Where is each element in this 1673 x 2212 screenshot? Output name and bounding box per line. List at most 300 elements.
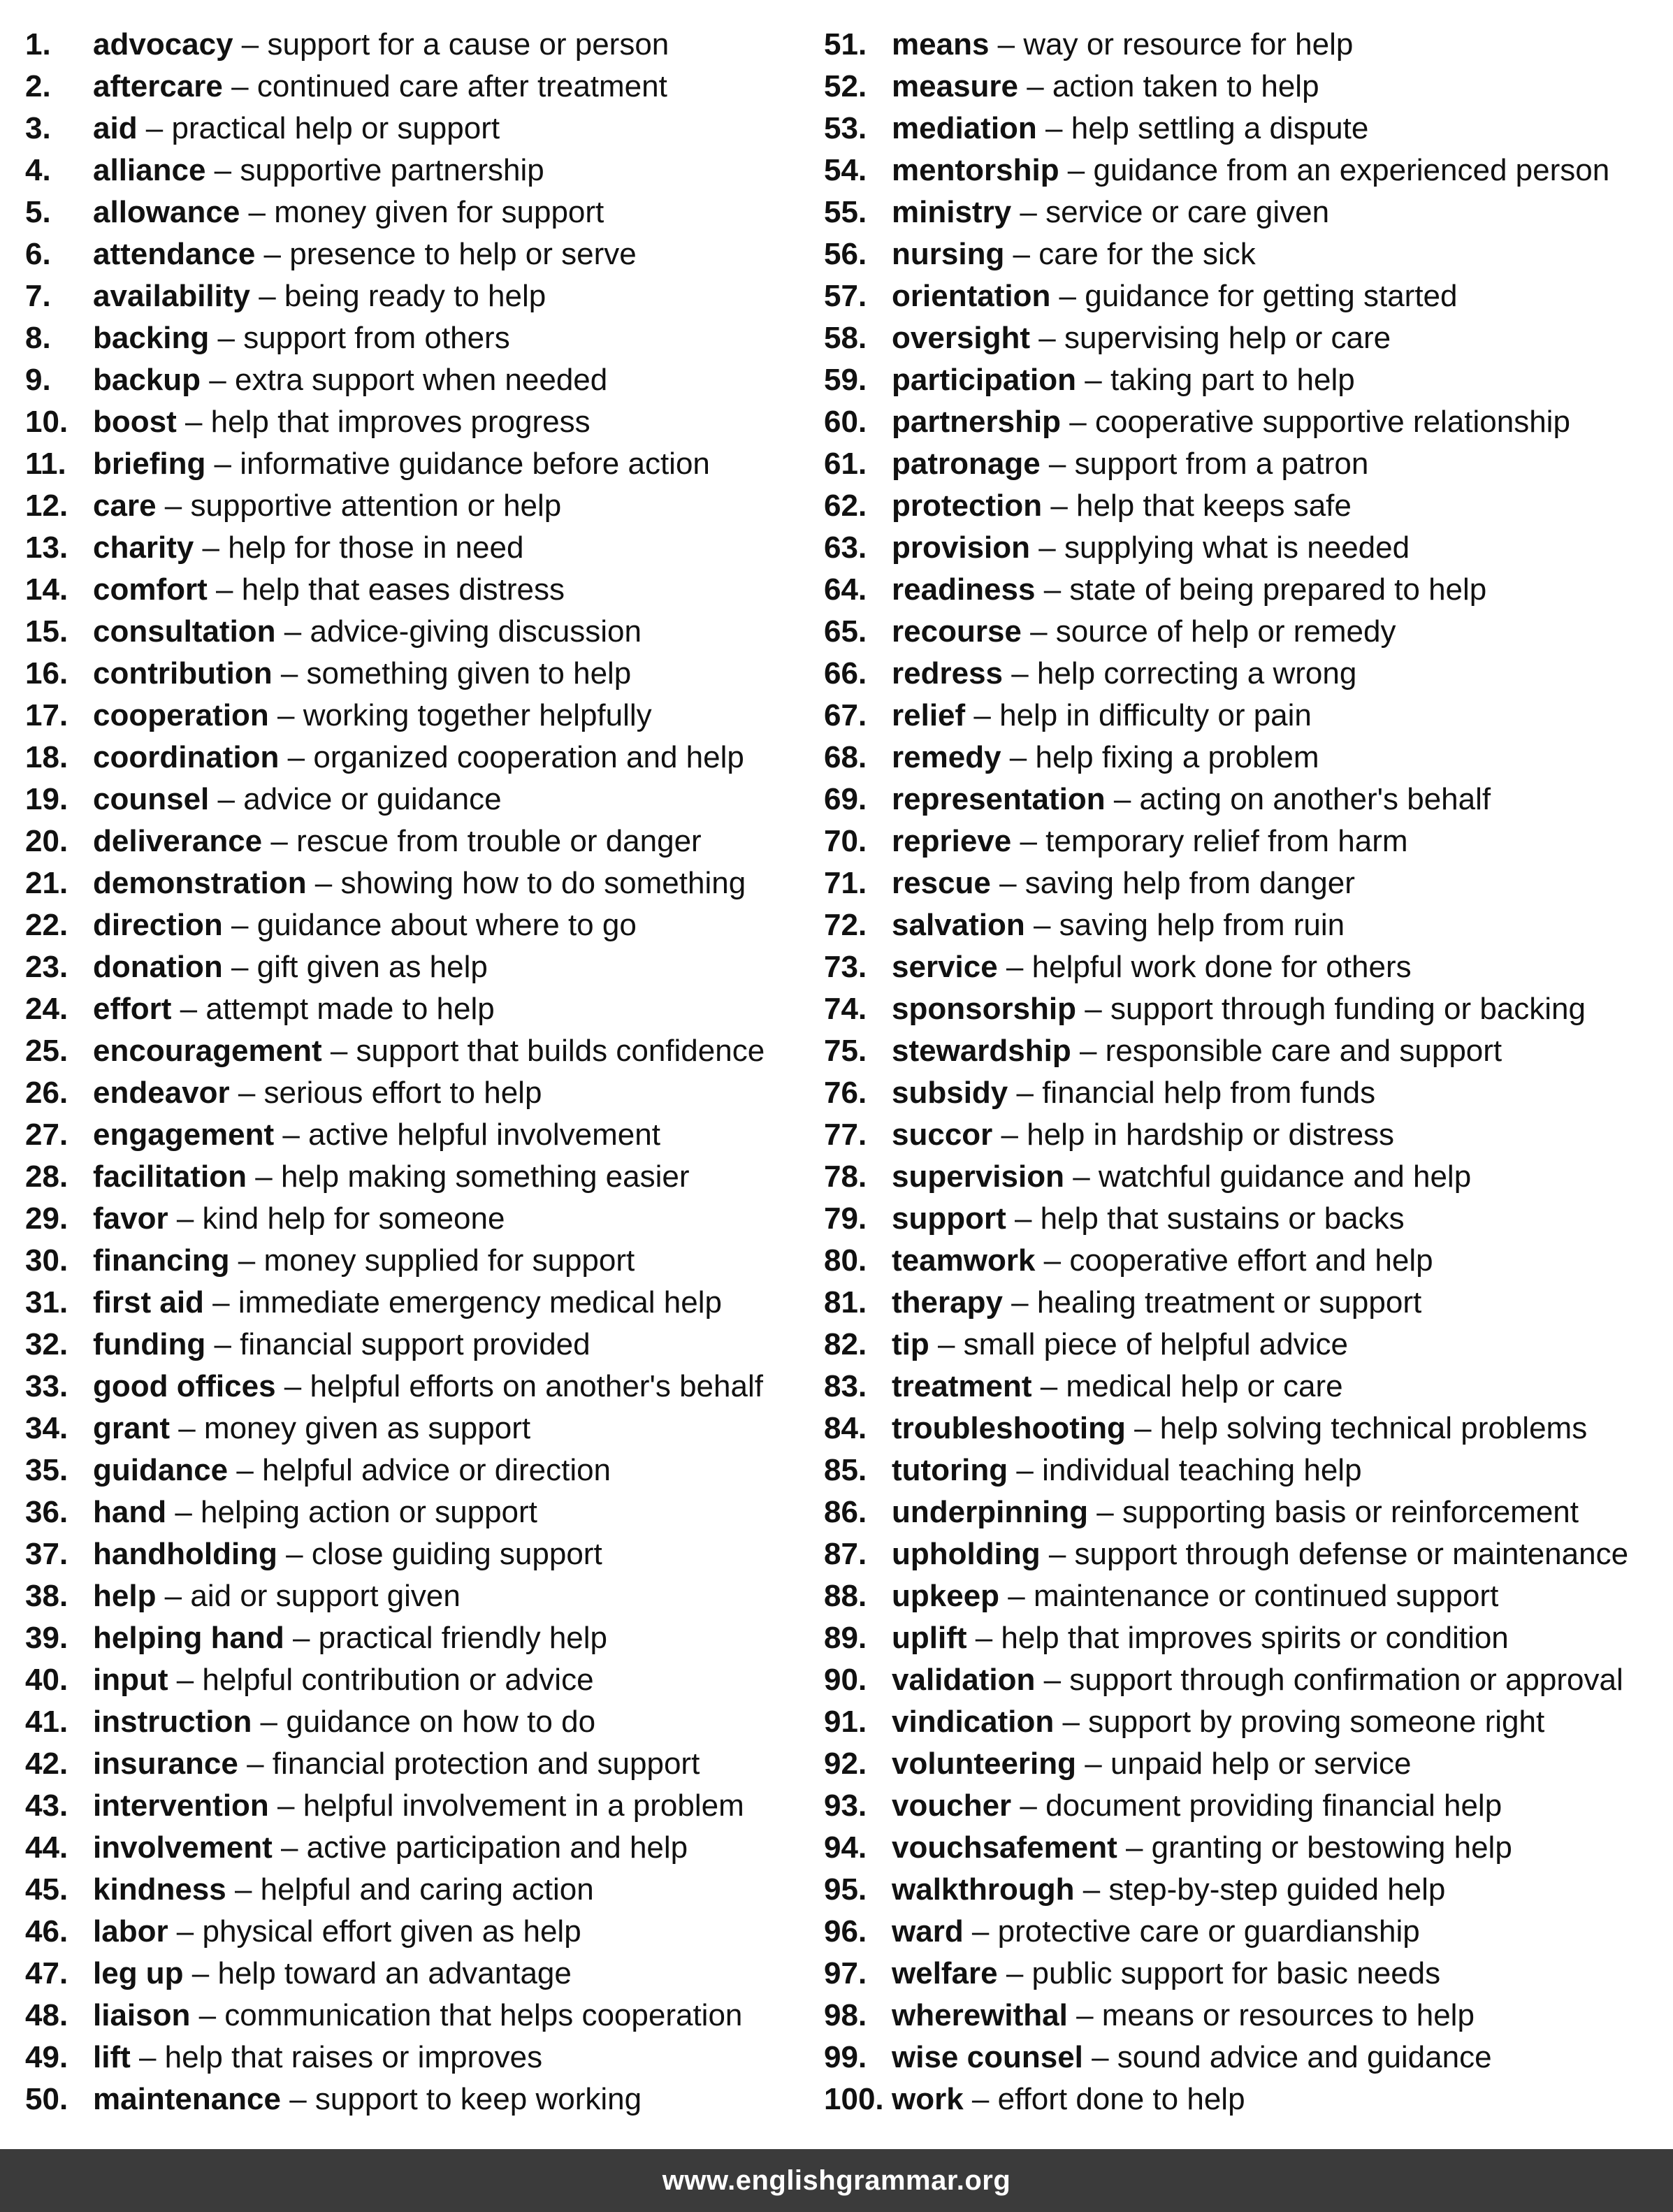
list-item (824, 1575, 1663, 1617)
item-definition: – help correcting a wrong (1003, 656, 1357, 691)
item-number: 41. (25, 1705, 68, 1739)
item-number: 38. (25, 1579, 68, 1613)
list-item (824, 443, 1663, 485)
item-definition: – supplying what is needed (1030, 530, 1410, 565)
item-word: counsel (93, 782, 210, 816)
list-item (25, 1240, 794, 1282)
item-word: input (93, 1663, 168, 1697)
item-definition: – serious effort to help (229, 1076, 542, 1110)
item-definition: – gift given as help (222, 950, 488, 984)
item-word: succor (892, 1118, 993, 1152)
item-word: attendance (93, 237, 256, 271)
item-number: 84. (824, 1411, 867, 1445)
list-item (824, 1072, 1663, 1114)
list-item (25, 569, 794, 611)
item-definition: – support through defense or maintenance (1040, 1537, 1629, 1571)
item-definition: – communication that helps cooperation (190, 1998, 743, 2032)
item-word: supervision (892, 1159, 1064, 1194)
item-number: 17. (25, 698, 68, 732)
item-definition: – support to keep working (280, 2082, 642, 2116)
item-word: backing (93, 321, 210, 355)
item-word: facilitation (93, 1159, 247, 1194)
item-number: 87. (824, 1537, 867, 1571)
item-word: nursing (892, 237, 1005, 271)
item-number: 8. (25, 321, 51, 355)
item-definition: – supervising help or care (1030, 321, 1391, 355)
list-item (25, 946, 794, 988)
item-definition: – guidance about where to go (222, 908, 637, 942)
list-item (25, 1701, 794, 1743)
item-word: kindness (93, 1872, 226, 1907)
item-word: first aid (93, 1285, 204, 1320)
item-definition: – saving help from ruin (1024, 908, 1345, 942)
item-number: 73. (824, 950, 867, 984)
item-definition: – helpful work done for others (997, 950, 1412, 984)
item-word: care (93, 489, 157, 523)
item-definition: – being ready to help (250, 279, 546, 313)
list-item (824, 1156, 1663, 1198)
item-definition: – state of being prepared to help (1035, 572, 1487, 607)
list-item (824, 275, 1663, 317)
item-definition: – public support for basic needs (997, 1956, 1441, 1990)
item-definition: – way or resource for help (989, 27, 1354, 62)
item-word: availability (93, 279, 251, 313)
list-item (25, 695, 794, 737)
item-word: instruction (93, 1705, 252, 1739)
list-item (824, 1324, 1663, 1366)
item-number: 93. (824, 1788, 867, 1823)
item-word: mentorship (892, 153, 1059, 187)
item-word: means (892, 27, 990, 62)
item-word: partnership (892, 405, 1062, 439)
list-item (824, 108, 1663, 150)
item-definition: – support for a cause or person (233, 27, 669, 62)
item-word: maintenance (93, 2082, 281, 2116)
item-definition: – helping action or support (166, 1495, 537, 1529)
item-number: 89. (824, 1621, 867, 1655)
item-definition: – help that raises or improves (130, 2040, 543, 2074)
item-word: salvation (892, 908, 1025, 942)
item-definition: – help that improves progress (176, 405, 591, 439)
list-item (824, 150, 1663, 191)
list-item (25, 24, 794, 66)
item-number: 62. (824, 489, 867, 523)
item-definition: – medical help or care (1031, 1369, 1343, 1403)
list-item (25, 1953, 794, 1995)
item-word: hand (93, 1495, 167, 1529)
list-item (25, 1156, 794, 1198)
item-definition: – active participation and help (272, 1830, 688, 1865)
list-item (824, 862, 1663, 904)
item-definition: – protective care or guardianship (963, 1914, 1420, 1949)
list-item (25, 275, 794, 317)
item-number: 9. (25, 363, 51, 397)
item-number: 28. (25, 1159, 68, 1194)
item-number: 92. (824, 1747, 867, 1781)
item-number: 80. (824, 1243, 867, 1278)
list-item (824, 1617, 1663, 1659)
item-word: helping hand (93, 1621, 284, 1655)
item-number: 20. (25, 824, 68, 858)
item-number: 75. (824, 1034, 867, 1068)
item-number: 57. (824, 279, 867, 313)
item-word: advocacy (93, 27, 233, 62)
item-word: teamwork (892, 1243, 1036, 1278)
item-word: engagement (93, 1118, 275, 1152)
item-word: effort (93, 992, 172, 1026)
item-definition: – maintenance or continued support (999, 1579, 1499, 1613)
item-number: 59. (824, 363, 867, 397)
list-item (824, 1785, 1663, 1827)
list-item (25, 1114, 794, 1156)
item-word: ward (892, 1914, 964, 1949)
item-number: 46. (25, 1914, 68, 1949)
item-number: 71. (824, 866, 867, 900)
item-number: 5. (25, 195, 51, 229)
item-number: 61. (824, 447, 867, 481)
item-word: service (892, 950, 998, 984)
list-item (824, 1030, 1663, 1072)
list-item (25, 1995, 794, 2037)
item-number: 19. (25, 782, 68, 816)
item-word: deliverance (93, 824, 263, 858)
item-word: redress (892, 656, 1004, 691)
item-definition: – help settling a dispute (1036, 111, 1369, 145)
item-word: comfort (93, 572, 208, 607)
item-number: 98. (824, 1998, 867, 2032)
item-definition: – financial help from funds (1008, 1076, 1376, 1110)
item-number: 70. (824, 824, 867, 858)
item-definition: – help in hardship or distress (992, 1118, 1395, 1152)
item-definition: – responsible care and support (1071, 1034, 1502, 1068)
item-definition: – step-by-step guided help (1074, 1872, 1446, 1907)
item-definition: – supportive partnership (205, 153, 544, 187)
item-word: stewardship (892, 1034, 1071, 1068)
list-item (25, 1450, 794, 1491)
list-item (25, 611, 794, 653)
item-word: tip (892, 1327, 929, 1361)
item-definition: – financial support provided (205, 1327, 591, 1361)
item-definition: – support through confirmation or approval (1035, 1663, 1623, 1697)
item-word: ministry (892, 195, 1012, 229)
item-word: donation (93, 950, 223, 984)
item-definition: – guidance on how to do (252, 1705, 596, 1739)
item-definition: – taking part to help (1076, 363, 1355, 397)
list-item (25, 1198, 794, 1240)
item-definition: – helpful and caring action (226, 1872, 594, 1907)
item-word: contribution (93, 656, 273, 691)
item-word: therapy (892, 1285, 1003, 1320)
list-item (25, 2037, 794, 2079)
list-item (25, 108, 794, 150)
item-number: 76. (824, 1076, 867, 1110)
item-word: rescue (892, 866, 991, 900)
item-number: 78. (824, 1159, 867, 1194)
list-item (824, 1911, 1663, 1953)
item-number: 39. (25, 1621, 68, 1655)
item-word: walkthrough (892, 1872, 1075, 1907)
item-definition: – help for those in need (194, 530, 524, 565)
item-definition: – healing treatment or support (1002, 1285, 1422, 1320)
item-definition: – action taken to help (1018, 69, 1319, 103)
item-definition: – supportive attention or help (156, 489, 562, 523)
list-item (25, 1072, 794, 1114)
item-word: welfare (892, 1956, 998, 1990)
list-item (824, 1869, 1663, 1911)
item-word: consultation (93, 614, 276, 649)
item-word: readiness (892, 572, 1036, 607)
item-word: lift (93, 2040, 131, 2074)
item-definition: – helpful involvement in a problem (268, 1788, 744, 1823)
item-word: funding (93, 1327, 206, 1361)
item-number: 52. (824, 69, 867, 103)
item-word: upholding (892, 1537, 1041, 1571)
item-word: charity (93, 530, 194, 565)
item-definition: – saving help from danger (990, 866, 1355, 900)
item-number: 10. (25, 405, 68, 439)
item-number: 31. (25, 1285, 68, 1320)
list-item (25, 150, 794, 191)
list-item (824, 946, 1663, 988)
item-word: allowance (93, 195, 240, 229)
item-definition: – document providing financial help (1011, 1788, 1502, 1823)
item-definition: – money supplied for support (229, 1243, 635, 1278)
item-number: 26. (25, 1076, 68, 1110)
list-item (25, 988, 794, 1030)
item-definition: – temporary relief from harm (1011, 824, 1408, 858)
item-number: 4. (25, 153, 51, 187)
list-item (25, 1533, 794, 1575)
item-definition: – effort done to help (963, 2082, 1245, 2116)
item-definition: – small piece of helpful advice (929, 1327, 1348, 1361)
item-definition: – help fixing a problem (1001, 740, 1319, 774)
item-definition: – showing how to do something (306, 866, 746, 900)
item-definition: – helpful advice or direction (228, 1453, 611, 1487)
item-word: oversight (892, 321, 1031, 355)
footer-url-link[interactable]: www.englishgrammar.org (662, 2164, 1011, 2196)
item-word: provision (892, 530, 1031, 565)
item-number: 27. (25, 1118, 68, 1152)
item-word: measure (892, 69, 1019, 103)
item-number: 16. (25, 656, 68, 691)
list-item (25, 1408, 794, 1450)
list-item (25, 191, 794, 233)
item-number: 81. (824, 1285, 867, 1320)
item-definition: – practical friendly help (284, 1621, 608, 1655)
list-item (824, 233, 1663, 275)
list-item (824, 904, 1663, 946)
list-item (25, 1324, 794, 1366)
item-number: 48. (25, 1998, 68, 2032)
item-word: wherewithal (892, 1998, 1068, 2032)
item-definition: – guidance from an experienced person (1059, 153, 1610, 187)
list-item (25, 821, 794, 862)
item-definition: – granting or bestowing help (1117, 1830, 1512, 1865)
list-item (25, 359, 794, 401)
list-item (824, 24, 1663, 66)
item-word: labor (93, 1914, 168, 1949)
item-number: 37. (25, 1537, 68, 1571)
item-word: reprieve (892, 824, 1012, 858)
item-word: financing (93, 1243, 230, 1278)
item-definition: – means or resources to help (1067, 1998, 1475, 2032)
list-item (25, 862, 794, 904)
item-word: support (892, 1201, 1006, 1236)
list-item (25, 401, 794, 443)
list-item (824, 695, 1663, 737)
list-item (824, 779, 1663, 821)
item-definition: – supporting basis or reinforcement (1088, 1495, 1579, 1529)
item-definition: – help that eases distress (207, 572, 565, 607)
item-number: 85. (824, 1453, 867, 1487)
item-number: 94. (824, 1830, 867, 1865)
list-item (824, 653, 1663, 695)
item-word: recourse (892, 614, 1022, 649)
list-item (25, 1659, 794, 1701)
item-word: voucher (892, 1788, 1012, 1823)
item-number: 72. (824, 908, 867, 942)
item-word: protection (892, 489, 1043, 523)
list-item (824, 821, 1663, 862)
item-word: help (93, 1579, 157, 1613)
item-definition: – service or care given (1011, 195, 1330, 229)
item-number: 15. (25, 614, 68, 649)
item-number: 50. (25, 2082, 68, 2116)
item-word: tutoring (892, 1453, 1008, 1487)
list-item (824, 1827, 1663, 1869)
item-word: favor (93, 1201, 168, 1236)
list-item (824, 1491, 1663, 1533)
item-number: 100. (824, 2082, 884, 2116)
list-item (824, 1114, 1663, 1156)
item-number: 53. (824, 111, 867, 145)
item-word: direction (93, 908, 223, 942)
item-number: 45. (25, 1872, 68, 1907)
item-number: 86. (824, 1495, 867, 1529)
item-word: guidance (93, 1453, 229, 1487)
item-number: 68. (824, 740, 867, 774)
item-definition: – help that sustains or backs (1006, 1201, 1405, 1236)
item-definition: – help in difficulty or pain (965, 698, 1312, 732)
item-word: remedy (892, 740, 1001, 774)
list-item (824, 1995, 1663, 2037)
list-item (824, 1408, 1663, 1450)
list-item (824, 1533, 1663, 1575)
item-number: 60. (824, 405, 867, 439)
list-item (25, 317, 794, 359)
item-number: 23. (25, 950, 68, 984)
word-list-left-column (25, 24, 794, 2120)
item-number: 58. (824, 321, 867, 355)
item-number: 88. (824, 1579, 867, 1613)
item-word: upkeep (892, 1579, 1000, 1613)
item-word: work (892, 2082, 964, 2116)
item-word: relief (892, 698, 966, 732)
item-word: involvement (93, 1830, 273, 1865)
item-number: 79. (824, 1201, 867, 1236)
item-word: briefing (93, 447, 206, 481)
item-number: 18. (25, 740, 68, 774)
item-number: 29. (25, 1201, 68, 1236)
item-definition: – extra support when needed (201, 363, 608, 397)
item-word: insurance (93, 1747, 238, 1781)
list-item (824, 1953, 1663, 1995)
item-word: cooperation (93, 698, 269, 732)
item-word: leg up (93, 1956, 184, 1990)
list-item (25, 1575, 794, 1617)
item-number: 51. (824, 27, 867, 62)
item-number: 6. (25, 237, 51, 271)
item-number: 14. (25, 572, 68, 607)
item-definition: – advice or guidance (209, 782, 502, 816)
item-number: 21. (25, 866, 68, 900)
item-definition: – presence to help or serve (255, 237, 637, 271)
item-word: wise counsel (892, 2040, 1083, 2074)
list-item (25, 1491, 794, 1533)
item-number: 91. (824, 1705, 867, 1739)
item-definition: – kind help for someone (168, 1201, 505, 1236)
list-item (25, 1030, 794, 1072)
item-number: 96. (824, 1914, 867, 1949)
item-definition: – something given to help (272, 656, 632, 691)
item-word: representation (892, 782, 1106, 816)
item-number: 25. (25, 1034, 68, 1068)
item-definition: – informative guidance before action (205, 447, 710, 481)
item-definition: – support through funding or backing (1076, 992, 1586, 1026)
item-number: 44. (25, 1830, 68, 1865)
list-item (25, 485, 794, 527)
item-word: aid (93, 111, 138, 145)
list-item (25, 1911, 794, 1953)
item-word: demonstration (93, 866, 307, 900)
item-number: 43. (25, 1788, 68, 1823)
item-word: endeavor (93, 1076, 230, 1110)
item-number: 24. (25, 992, 68, 1026)
item-word: troubleshooting (892, 1411, 1126, 1445)
list-item (25, 904, 794, 946)
item-word: vindication (892, 1705, 1055, 1739)
list-item (824, 2079, 1663, 2120)
item-number: 22. (25, 908, 68, 942)
item-definition: – rescue from trouble or danger (262, 824, 702, 858)
item-word: participation (892, 363, 1077, 397)
item-number: 95. (824, 1872, 867, 1907)
item-number: 7. (25, 279, 51, 313)
item-definition: – financial protection and support (238, 1747, 700, 1781)
item-number: 97. (824, 1956, 867, 1990)
item-word: encouragement (93, 1034, 322, 1068)
item-number: 32. (25, 1327, 68, 1361)
item-number: 83. (824, 1369, 867, 1403)
word-list-right-column (824, 24, 1663, 2120)
list-item (824, 1450, 1663, 1491)
list-item (824, 485, 1663, 527)
item-word: intervention (93, 1788, 269, 1823)
list-item (25, 527, 794, 569)
item-definition: – sound advice and guidance (1082, 2040, 1492, 2074)
list-item (25, 653, 794, 695)
item-word: sponsorship (892, 992, 1077, 1026)
list-item (824, 191, 1663, 233)
item-definition: – watchful guidance and help (1064, 1159, 1472, 1194)
item-word: boost (93, 405, 177, 439)
item-number: 64. (824, 572, 867, 607)
item-definition: – practical help or support (137, 111, 500, 145)
item-definition: – advice-giving discussion (275, 614, 642, 649)
list-item (824, 611, 1663, 653)
list-item (824, 737, 1663, 779)
item-definition: – helpful contribution or advice (168, 1663, 594, 1697)
